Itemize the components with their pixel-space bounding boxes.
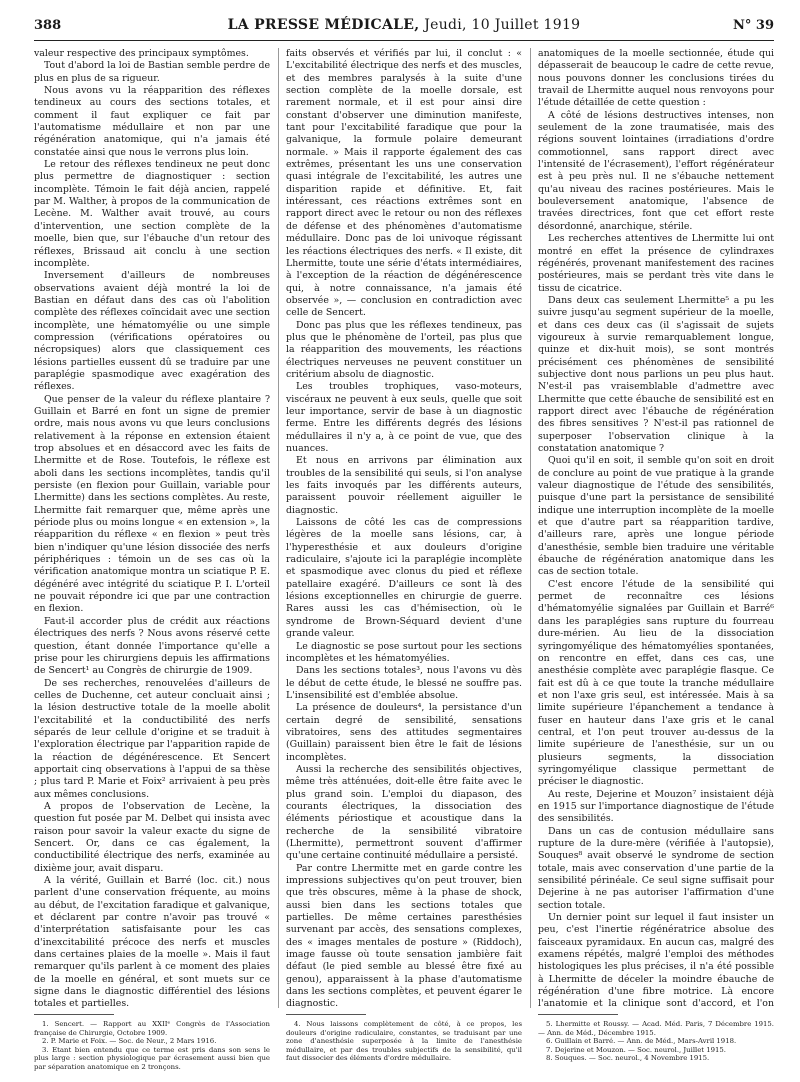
paragraph: Dans un cas de contusion médullaire sans rupture de la dure-mère (vérifiée à l'autopsie), Souques⁸ avait observé le syndrome de section totale, mais avec conservation d'une partie de la sensibilité périnéale. Ce seul signe suffisait pour Dejerine à ne pas autoriser l'affirmation d'une section totale. [538,825,774,911]
paragraph: La présence de douleurs⁴, la persistance d'un certain degré de sensibilité, sensations vibratoires, sens des attitudes segmentaires (Guillain) paraissent bien être le fait de lésions incomplètes. [286,702,522,763]
paragraph: A propos de l'observation de Lecène, la question fut posée par M. Delbet qui insista avec raison pour savoir la valeur exacte du signe de Sencert. Or, dans ce cas également, la conductibilité électrique des nerfs, examinée au dixième jour, avait disparu. [34,800,270,874]
footnote: 8. Souques. — Soc. neurol., 4 Novembre 1915. [546,1054,710,1063]
paragraph: Par contre Lhermitte met en garde contre les impressions subjectives qu'on peut trouver, bien que très obscures, même à la phase de shock, aussi bien dans les sections totales que partielles. De même certaines paresthésies survenant par accès, des sensations complexes, des « images mentales de posture » (Riddoch), image fausse où toute sensation jambière fait défaut (le pied semble au blessé être fixé au genou), apparaissent à la phase d'automatisme dans les sections complètes, et peuvent égarer le diagnostic. [286,862,522,1008]
paragraph: C'est encore l'étude de la sensibilité qui permet de reconnaître ces lésions d'hématomyélie signalées par Guillain et Barré⁶ dans les paraplégies sans rupture du fourreau dure-mérien. Au lieu de la dissociation syringomyélique des hématomyélies spontanées, on rencontre en effet, dans ces cas, une anesthésie complète avec paraplégie flasque. Ce fait est dû à ce que toute la tranche médullaire et non l'axe gris seul, est intéressée. Mais à sa limite supérieure l'épanchement a tendance à fuser en hauteur dans l'axe gris et le canal central, et l'on peut trouver au-dessus de la limite supérieure de l'anesthésie, sur un ou plusieurs segments, la dissociation syringomyélique classique permettant de préciser le diagnostic. [538,578,774,788]
footnote: 7. Dejerine et Mouzon. — Soc. neurol., Juillet 1915. [546,1045,726,1054]
footnote: 3. Etant bien entendu que ce terme est pris dans son sens le plus large : section physiologique par écrasement aussi bien que par séparation anatomique en 2 tronçons. [34,1045,270,1071]
paragraph: Les recherches attentives de Lhermitte lui ont montré en effet la présence de cylindraxes régénérés, provenant manifestement des racines postérieures, mais se perdant très vite dans le tissu de cicatrice. [538,233,774,294]
paragraph: faits observés et vérifiés par lui, il conclut : « L'excitabilité électrique des nerfs et des muscles, et des membres paralysés à la suite d'une section complète de la moelle dorsale, est rarement normale, et il est pour ainsi dire constant d'observer une diminution manifeste, tant pour l'excitabilité faradique que pour la galvanique, la formule polaire demeurant normale. » Mais il rapporte également des cas extrêmes, présentant les uns une conservation quasi intégrale de l'excitabilité, les autres une disparition rapide et définitive. Et, fait intéressant, ces réactions extrêmes sont en rapport direct avec le retour ou non des réflexes de défense et des phénomènes d'automatisme médullaire. Donc pas de loi univoque régissant les réactions électriques des nerfs. « Il existe, dit Lhermitte, toute une série d'états intermédiaires, à l'exception de la réaction de dégénérescence qui, à notre connaissance, n'a jamais été observée », — conclusion en contradiction avec celle de Sencert. [286,48,522,319]
paragraph: Quoi qu'il en soit, il semble qu'on soit en droit de conclure au point de vue pratique à la grande valeur diagnostique de l'étude des sensibilités, puisque d'une part la persistance de sensibilité indique une interruption incomplète de la moelle et que d'autre part sa réapparition tardive, d'ailleurs rare, après une longue période d'anesthésie, semble bien traduire une véritable ébauche de régénération anatomique dans les cas de section totale. [538,455,774,578]
newspaper-page [34,14,774,1076]
paragraph: Que penser de la valeur du réflexe plantaire ? Guillain et Barré en font un signe de premier ordre, mais nous avons vu que leurs conclusions relativement à la réponse en extension étaient trop absolues et en désaccord avec les faits de Lhermitte et de Rose. Toutefois, le réflexe est aboli dans les sections incomplètes, tandis qu'il persiste (en flexion pour Guillain, variable pour Lhermitte) dans les sections complètes. Au reste, Lhermitte fait remarquer que, même après une période plus ou moins longue « en extension », la réapparition du réflexe « en flexion » peut très bien n'indiquer qu'une lésion dissociée des nerfs périphériques : témoin un de ses cas où la vérification anatomique montra un sciatique P. E. dégénéré avec intégrité du sciatique P. I. L'orteil ne pouvait répondre ici que par une contraction en flexion. [34,393,270,615]
paragraph: Nous avons vu la réapparition des réflexes tendineux au cours des sections totales, et comment il faut expliquer ce fait par l'automatisme médullaire et non par une régénération anatomique, qui n'a jamais été constatée ainsi que nous le verrons plus loin. [34,85,270,158]
paragraph: Tout d'abord la loi de Bastian semble perdre de plus en plus de sa rigueur. [34,60,270,84]
page-header [34,14,774,41]
footnote: 4. Nous laissons complètement de côté, à ce propos, les douleurs d'origine radiculaire, constantes, se traduisant par une zone d'anesthésie superposée à la limite de l'anesthésie médullaire, et par des troubles subjectifs de la sensibilité, qu'il faut dissocier des éléments d'ordre médullaire. [286,1020,522,1063]
paragraph: A côté de lésions destructives intenses, non seulement de la zone traumatisée, mais des régions souvent lointaines (irradiations d'ordre commotionnel, sans rapport direct avec l'intensité de l'écrasement), l'effort régénérateur est à peu près nul. Il ne s'ébauche nettement qu'au niveau des racines postérieures. Mais le bouleversement anatomique, l'absence de travées directrices, font que cet effort reste désordonné, anarchique, stérile. [538,109,774,232]
footnote: 6. Guillain et Barré. — Ann. de Méd., Mars-Avril 1918. [546,1037,737,1046]
footnote: 5. Lhermitte et Roussy. — Acad. Méd. Paris, 7 Décembre 1915. — Ann. de Méd., Décembre 1915. [538,1020,774,1037]
paragraph: Et nous en arrivons par élimination aux troubles de la sensibilité qui seuls, si l'on analyse les faits invoqués par les différents auteurs, paraissent pouvoir réellement aiguiller le diagnostic. [286,455,522,516]
footnote: 2. P. Marie et Foix. — Soc. de Neur., 2 Mars 1916. [42,1037,217,1046]
paragraph: Inversement d'ailleurs de nombreuses observations avaient déjà montré la loi de Bastian en défaut dans des cas où l'abolition complète des réflexes coïncidait avec une section incomplète, une hématomyélie ou une simple compression (vérifications opératoires ou nécropsiques) alors que classiquement ces lésions partielles eussent dû se traduire par une paraplégie spasmodique avec exagération des réflexes. [34,270,270,393]
paragraph: Le retour des réflexes tendineux ne peut donc plus permettre de diagnostiquer : section incomplète. Témoin le fait déjà ancien, rappelé par M. Walther, à propos de la communication de Lecène. M. Walther avait trouvé, au cours d'intervention, une section complète de la moelle, bien que, sur l'ébauche d'un retour des réflexes, Brissaud ait conclu à une section incomplète. [34,159,270,269]
paragraph: A la vérité, Guillain et Barré (loc. cit.) nous parlent d'une conservation fréquente, au moins au début, de l'excitation faradique et galvanique, et déclarent par contre n'avoir pas trouvé « d'interprétation satisfaisante pour les cas d'inexcitabilité précoce des nerfs et muscles dans certaines plaies de la moelle ». Mais il faut remarquer qu'ils parlent à ce moment des plaies de la moelle en général, et sont muets sur ce signe dans le diagnostic différentiel des lésions totales et partielles. [34,875,270,1008]
paragraph: Les troubles trophiques, vaso-moteurs, viscéraux ne peuvent à eux seuls, quelle que soit leur importance, servir de base à un diagnostic ferme. Entre les différents degrés des lésions médullaires il n'y a, à ce point de vue, que des nuances. [286,381,522,454]
paragraph: Donc pas plus que les réflexes tendineux, pas plus que le phénomène de l'orteil, pas plus que la réapparition des mouvements, les réactions électriques nerveuses ne peuvent constituer un critérium absolu de diagnostic. [286,319,522,380]
paragraph: De ses recherches, renouvelées d'ailleurs de celles de Duchenne, cet auteur concluait ainsi ; la lésion destructive totale de la moelle abolit l'excitabilité et la conductibilité des nerfs séparés de leur cellule d'origine et se traduit à l'exploration électrique par l'apparition rapide de la réaction de dégénérescence. Et Sencert apportait cinq observations à l'appui de sa thèse ; plus tard P. Marie et Foix² arrivaient à peu près aux mêmes conclusions. [34,677,270,800]
paragraph: Un dernier point sur lequel il faut insister un peu, c'est l'inertie régénératrice absolue des faisceaux pyramidaux. En aucun cas, malgré des examens répétés, malgré l'emploi des méthodes histologiques les plus précises, il n'a été possible à Lhermitte de déceler la moindre ébauche de régénération d'une fibre motrice. Là encore l'anatomie et la clinique sont d'accord, et l'on [538,912,774,1008]
issue-date: Jeudi, 10 Juillet 1919 [424,17,581,33]
journal-name: LA PRESSE MÉDICALE, [227,17,420,33]
paragraph: Le diagnostic se pose surtout pour les sections incomplètes et les hématomyélies. [286,640,522,664]
paragraph: anatomiques de la moelle sectionnée, étude qui dépasserait de beaucoup le cadre de cette revue, nous pouvons donner les conclusions tirées du travail de Lhermitte auquel nous renvoyons pour l'étude détaillée de cette question : [538,48,774,109]
paragraph: Dans deux cas seulement Lhermitte⁵ a pu les suivre jusqu'au segment supérieur de la moelle, et dans ces deux cas (il s'agissait de sujets vigoureux à survie remarquablement longue, quinze et dix-huit mois), se sont montrés précisément ces phénomènes de sensibilité subjective dont nous parlions un peu plus haut. N'est-il pas vraisemblable d'admettre avec Lhermitte que cette ébauche de sensibilité est en rapport direct avec l'ébauche de régénération des fibres sensitives ? N'est-il pas rationnel de superposer l'observation clinique à la constatation anatomique ? [538,294,774,454]
paragraph: Laissons de côté les cas de compressions légères de la moelle sans lésions, car, à l'hyperesthésie et aux douleurs d'origine radiculaire, s'ajoute ici la paraplégie incomplète et spasmodique avec clonus du pied et réflexe patellaire exagéré. D'ailleurs ce sont là des lésions exceptionnelles en chirurgie de guerre. Rares aussi les cas d'hémisection, où le syndrome de Brown-Séquard devient d'une grande valeur. [286,517,522,640]
paragraph: valeur respective des principaux symptômes. [34,48,249,59]
journal-title [34,17,774,33]
issue-number: N° 39 [733,18,774,33]
paragraph: Aussi la recherche des sensibilités objectives, même très atténuées, doit-elle être faite avec le plus grand soin. L'emploi du diapason, des courants électriques, la dissociation des éléments périostique et acoustique dans la recherche de la sensibilité vibratoire (Lhermitte), permettront souvent d'affirmer qu'une certaine continuité médullaire a persisté. [286,763,522,862]
paragraph: Faut-il accorder plus de crédit aux réactions électriques des nerfs ? Nous avons réservé cette question, étant donnée l'importance qu'elle a prise pour les chirurgiens depuis les affirmations de Sencert¹ au Congrès de chirurgie de 1909. [34,615,270,677]
footnote: 1. Sencert. — Rapport au XXIIᵉ Congrès de l'Association française de Chirurgie, Octobre 1909. [34,1020,270,1037]
paragraph: Dans les sections totales³, nous l'avons vu dès le début de cette étude, le blessé ne souffre pas. L'insensibilité est d'emblée absolue. [286,665,522,701]
page-number: 388 [34,18,62,33]
paragraph: Au reste, Dejerine et Mouzon⁷ insistaient déjà en 1915 sur l'importance diagnostique de l'étude des sensibilités. [538,788,774,825]
